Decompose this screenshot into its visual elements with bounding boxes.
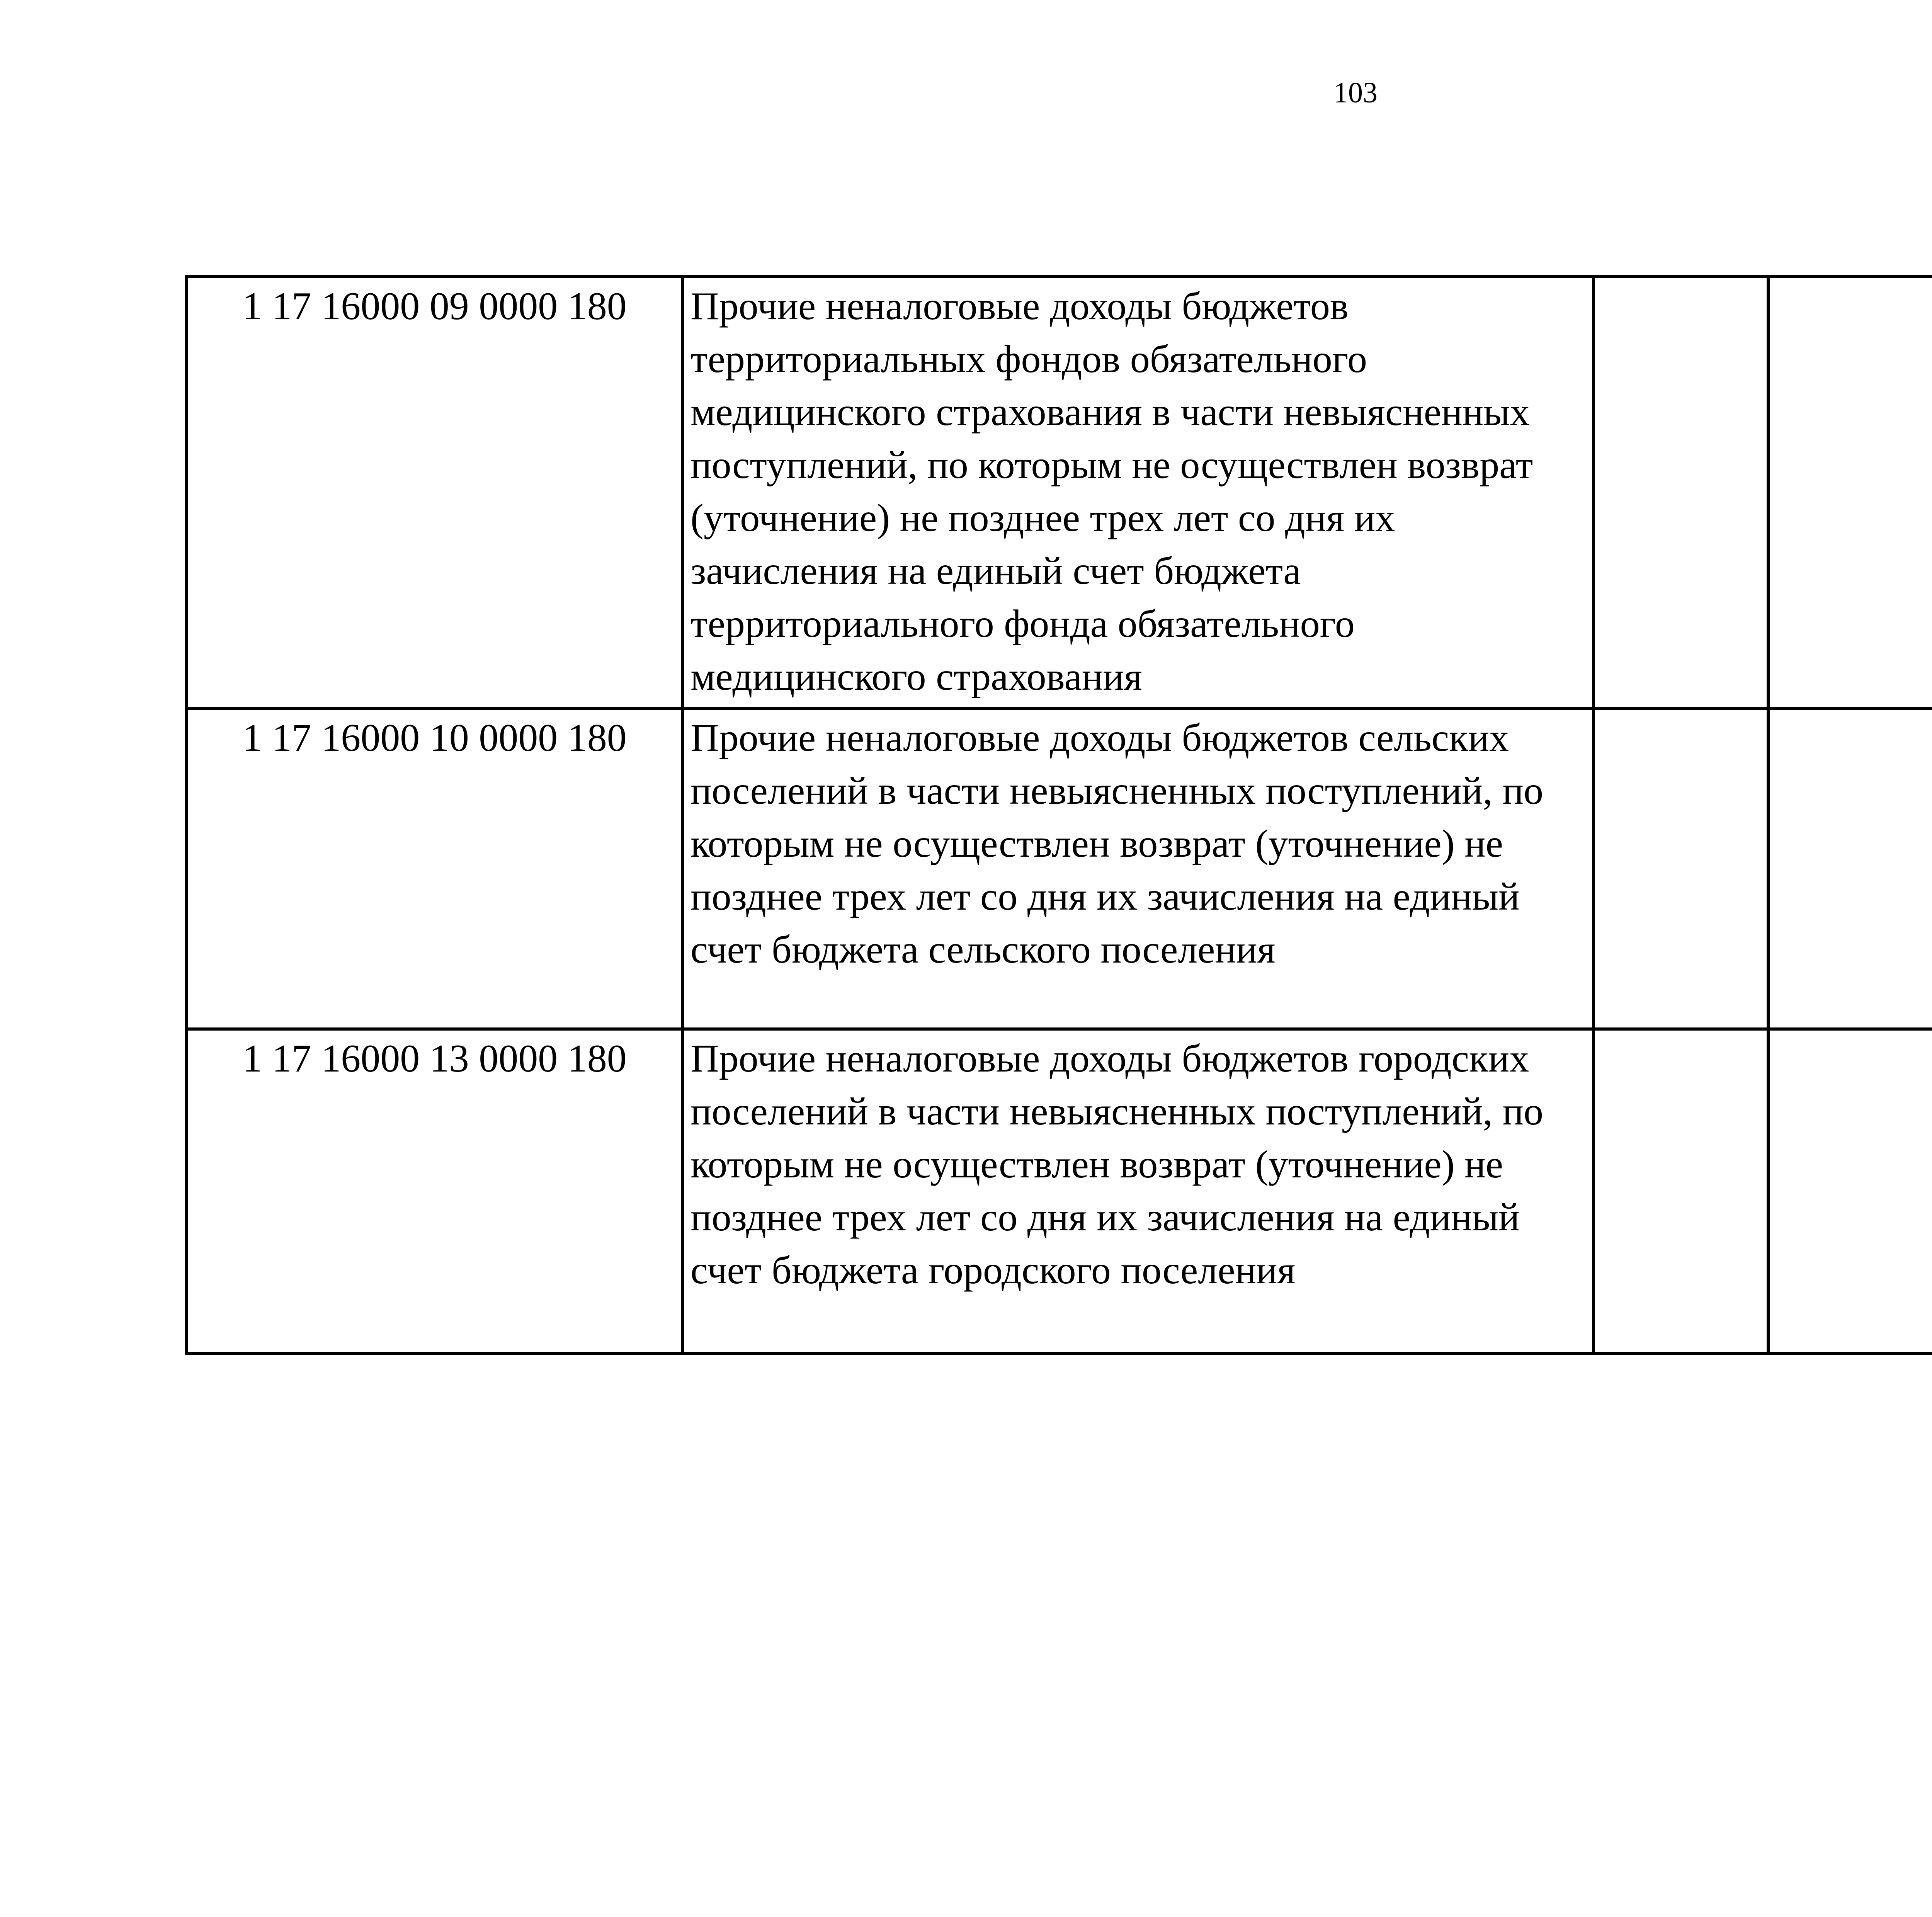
revenue-description: Прочие неналоговые доходы бюджетов территориальных фондов обязательного медицинского страхования в части невыясненных поступлений, по которым не осуществлен возврат (уточнение) не позднее трех лет со дня их зачисления на единый счет бюджета территориального фонда обязательного медицинского страхования (683, 277, 1594, 708)
value-cell-2 (1768, 708, 1932, 1029)
table-row (186, 277, 1932, 708)
budget-revenue-table (185, 275, 1932, 1355)
value-cell-2 (1768, 1029, 1932, 1354)
revenue-code: 1 17 16000 13 0000 180 (186, 1029, 683, 1354)
value-cell-2 (1768, 277, 1932, 708)
value-cell-1 (1594, 1029, 1768, 1354)
table-row (186, 1029, 1932, 1354)
revenue-description: Прочие неналоговые доходы бюджетов городских поселений в части невыясненных поступлений, по которым не осуществлен возврат (уточнение) не позднее трех лет со дня их зачисления на единый счет бюджета городского поселения (683, 1029, 1594, 1354)
revenue-code: 1 17 16000 10 0000 180 (186, 708, 683, 1029)
value-cell-1 (1594, 277, 1768, 708)
page-number: 103 (1333, 77, 1378, 109)
table-row (186, 708, 1932, 1029)
revenue-description: Прочие неналоговые доходы бюджетов сельских поселений в части невыясненных поступлений, по которым не осуществлен возврат (уточнение) не позднее трех лет со дня их зачисления на единый счет бюджета сельского поселения (683, 708, 1594, 1029)
revenue-code: 1 17 16000 09 0000 180 (186, 277, 683, 708)
value-cell-1 (1594, 708, 1768, 1029)
